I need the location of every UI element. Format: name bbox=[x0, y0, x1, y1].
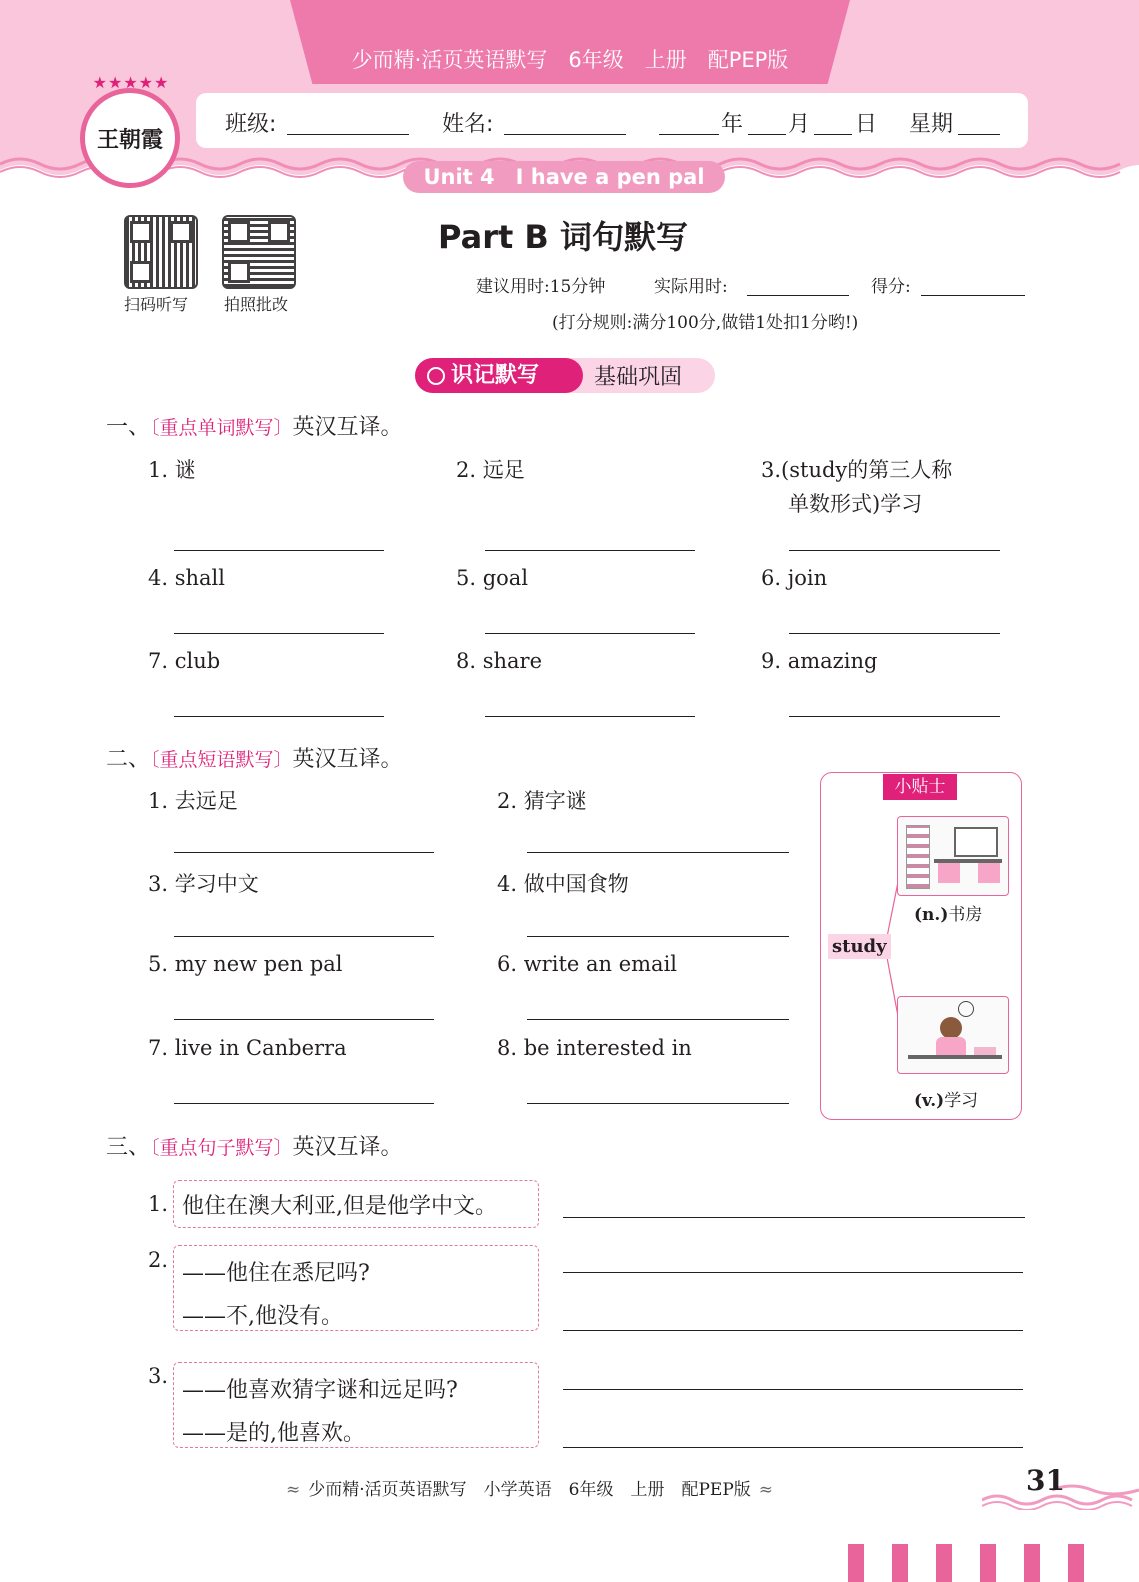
qr-code-correct[interactable] bbox=[222, 215, 296, 289]
footer-text-wrap bbox=[286, 1475, 773, 1500]
s3-answer-2a[interactable] bbox=[563, 1272, 1023, 1273]
suggested-time: 建议用时:15分钟 bbox=[476, 277, 606, 297]
badge-primary bbox=[415, 358, 583, 393]
s2-item-3: 3. 学习中文 bbox=[148, 872, 259, 896]
s3-item-3-line1: ——他喜欢猜字谜和远足吗? bbox=[182, 1378, 458, 1403]
edge-tab-5 bbox=[1024, 1544, 1040, 1582]
brand-logo bbox=[80, 73, 180, 188]
banner-title: 少而精·活页英语默写 6年级 上册 配PEP版 bbox=[351, 48, 789, 72]
year-label: 年 bbox=[721, 112, 744, 137]
tip-verb-line bbox=[914, 1086, 978, 1111]
name-label: 姓名: bbox=[442, 112, 494, 137]
s1-answer-6[interactable] bbox=[789, 633, 1000, 634]
section1-tag: 〔重点单词默写〕 bbox=[150, 417, 293, 439]
s1-item-6: 6. join bbox=[761, 566, 828, 590]
wave-icon-left: ≈ bbox=[286, 1480, 301, 1500]
name-field[interactable] bbox=[504, 134, 626, 135]
score-label: 得分: bbox=[871, 277, 911, 297]
badge-secondary: 基础巩固 bbox=[594, 365, 683, 390]
month-label: 月 bbox=[788, 112, 811, 137]
s2-item-1: 1. 去远足 bbox=[148, 789, 238, 813]
s3-answer-3a[interactable] bbox=[563, 1389, 1023, 1390]
s3-answer-2b[interactable] bbox=[563, 1330, 1023, 1331]
s3-item-1-number: 1. bbox=[148, 1192, 169, 1216]
year-field[interactable] bbox=[659, 134, 719, 135]
footer-text: 少而精·活页英语默写 小学英语 6年级 上册 配PEP版 bbox=[308, 1480, 751, 1500]
star-icons: ★★★★★ bbox=[92, 73, 170, 92]
s2-answer-8[interactable] bbox=[527, 1103, 789, 1104]
actual-time-label: 实际用时: bbox=[654, 277, 728, 297]
s1-answer-1[interactable] bbox=[174, 550, 384, 551]
s3-item-3-line2: ——是的,他喜欢。 bbox=[182, 1421, 365, 1446]
s1-answer-9[interactable] bbox=[789, 716, 1000, 717]
day-field[interactable] bbox=[814, 134, 852, 135]
page-number: 31 bbox=[1026, 1464, 1065, 1497]
studying-child-image bbox=[897, 996, 1009, 1074]
month-field[interactable] bbox=[748, 134, 786, 135]
s2-answer-4[interactable] bbox=[527, 936, 789, 937]
s2-answer-6[interactable] bbox=[527, 1019, 789, 1020]
tip-verb-meaning: 学习 bbox=[944, 1091, 979, 1111]
weekday-label: 星期 bbox=[909, 112, 954, 137]
section1-instruction: 英汉互译。 bbox=[292, 415, 403, 440]
s1-item-3: 3.(study的第三人称 bbox=[761, 458, 953, 482]
s2-item-6: 6. write an email bbox=[497, 952, 677, 976]
qr-code-listen[interactable] bbox=[124, 215, 198, 289]
s1-answer-2[interactable] bbox=[485, 550, 695, 551]
class-field[interactable] bbox=[287, 134, 409, 135]
s2-answer-5[interactable] bbox=[174, 1019, 434, 1020]
clock-icon bbox=[958, 1001, 974, 1017]
edge-tab-2 bbox=[892, 1544, 908, 1582]
s3-item-3-number: 3. bbox=[148, 1364, 169, 1388]
tip-word: study bbox=[828, 934, 891, 959]
s1-answer-4[interactable] bbox=[174, 633, 384, 634]
qr-correct-label: 拍照批改 bbox=[224, 295, 289, 314]
tip-noun-line bbox=[914, 900, 982, 925]
s1-answer-5[interactable] bbox=[485, 633, 695, 634]
s2-answer-2[interactable] bbox=[527, 852, 789, 853]
edge-tab-3 bbox=[936, 1544, 952, 1582]
s2-answer-3[interactable] bbox=[174, 936, 434, 937]
section1-prefix: 一、 bbox=[106, 415, 151, 440]
s1-item-5: 5. goal bbox=[456, 566, 529, 590]
tip-noun-meaning: 书房 bbox=[948, 905, 983, 925]
s1-item-2: 2. 远足 bbox=[456, 458, 525, 482]
section1-heading bbox=[106, 410, 403, 441]
section3-tag: 〔重点句子默写〕 bbox=[150, 1137, 293, 1159]
s3-item-2-number: 2. bbox=[148, 1248, 169, 1272]
tip-verb-pos: (v.) bbox=[914, 1091, 945, 1111]
section3-prefix: 三、 bbox=[106, 1135, 151, 1160]
study-room-image bbox=[897, 816, 1009, 896]
s3-item-1-text: 他住在澳大利亚,但是他学中文。 bbox=[182, 1194, 497, 1219]
wave-icon-right: ≈ bbox=[758, 1480, 774, 1500]
s1-answer-8[interactable] bbox=[485, 716, 695, 717]
actual-time-field[interactable] bbox=[747, 295, 849, 296]
medal-icon bbox=[427, 367, 445, 385]
info-bar bbox=[196, 93, 1028, 148]
s1-item-4: 4. shall bbox=[148, 566, 225, 590]
s1-item-1: 1. 谜 bbox=[148, 458, 196, 482]
section3-instruction: 英汉互译。 bbox=[292, 1135, 403, 1160]
unit-title: Unit 4 I have a pen pal bbox=[403, 161, 725, 193]
section3-heading bbox=[106, 1130, 403, 1161]
section2-instruction: 英汉互译。 bbox=[292, 747, 403, 772]
edge-tab-4 bbox=[980, 1544, 996, 1582]
s3-answer-3b[interactable] bbox=[563, 1447, 1023, 1448]
qr-listen-label: 扫码听写 bbox=[124, 295, 189, 314]
tip-title: 小贴士 bbox=[883, 774, 957, 800]
badge-primary-label: 识记默写 bbox=[451, 363, 540, 388]
section2-prefix: 二、 bbox=[106, 747, 151, 772]
page-title: Part B 词句默写 bbox=[438, 218, 688, 256]
s2-item-4: 4. 做中国食物 bbox=[497, 872, 629, 896]
section2-heading bbox=[106, 742, 403, 773]
s1-item-8: 8. share bbox=[456, 649, 542, 673]
s3-answer-1[interactable] bbox=[563, 1217, 1025, 1218]
scoring-rule: (打分规则:满分100分,做错1处扣1分哟!) bbox=[552, 313, 859, 333]
s2-answer-1[interactable] bbox=[174, 852, 434, 853]
s1-answer-7[interactable] bbox=[174, 716, 384, 717]
s1-answer-3[interactable] bbox=[789, 550, 1000, 551]
s2-item-2: 2. 猜字谜 bbox=[497, 789, 587, 813]
s2-answer-7[interactable] bbox=[174, 1103, 434, 1104]
s1-item-3-line2: 单数形式)学习 bbox=[788, 492, 923, 516]
score-field[interactable] bbox=[921, 295, 1025, 296]
s1-item-9: 9. amazing bbox=[761, 649, 878, 673]
section2-tag: 〔重点短语默写〕 bbox=[150, 749, 293, 771]
s2-item-7: 7. live in Canberra bbox=[148, 1036, 347, 1060]
s2-item-8: 8. be interested in bbox=[497, 1036, 692, 1060]
s3-item-2-line1: ——他住在悉尼吗? bbox=[182, 1261, 370, 1286]
s1-item-7: 7. club bbox=[148, 649, 221, 673]
s3-item-2-line2: ——不,他没有。 bbox=[182, 1304, 343, 1329]
class-label: 班级: bbox=[225, 112, 277, 137]
edge-tab-1 bbox=[848, 1544, 864, 1582]
brand-name: 王朝霞 bbox=[96, 127, 163, 153]
tip-noun-pos: (n.) bbox=[914, 905, 949, 925]
day-label: 日 bbox=[855, 112, 878, 137]
weekday-field[interactable] bbox=[958, 134, 1000, 135]
edge-tab-6 bbox=[1068, 1544, 1084, 1582]
s2-item-5: 5. my new pen pal bbox=[148, 952, 343, 976]
